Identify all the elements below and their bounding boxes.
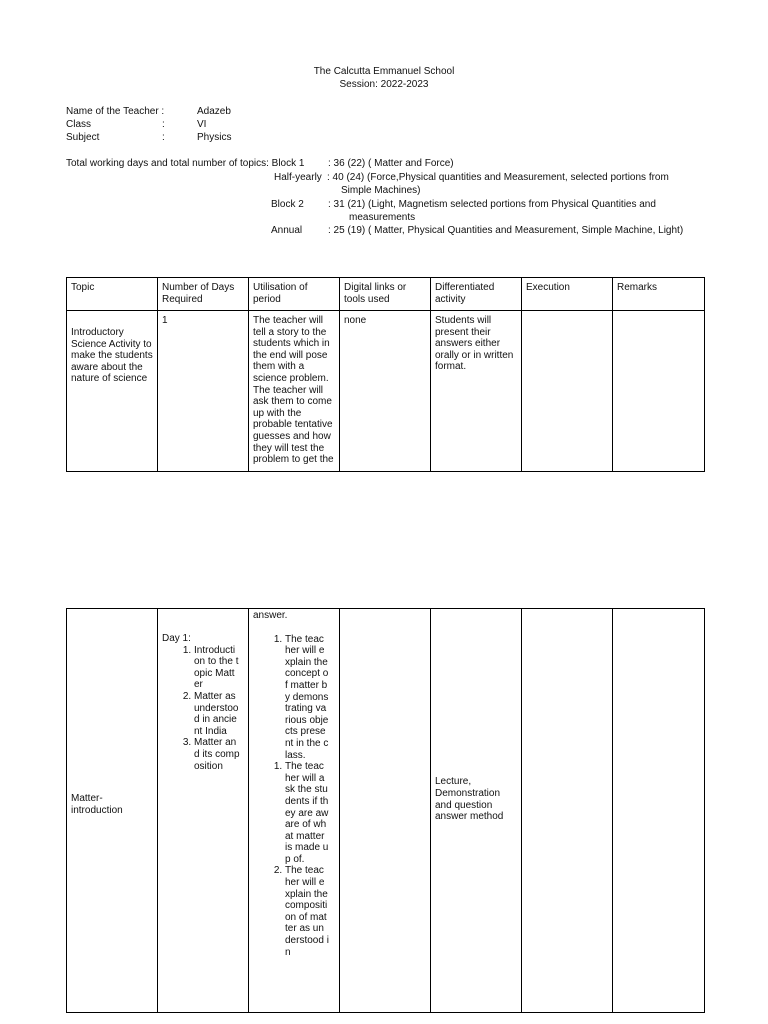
cell-remarks <box>613 609 705 1013</box>
subject-label: Subject <box>66 132 100 143</box>
table-row <box>67 609 705 1013</box>
cell-remarks <box>613 311 705 472</box>
list-item: 1. The teacher will ask the students if they are aware of what matter is made up of. <box>285 761 329 865</box>
topic-text: Matter-introduction <box>71 792 123 816</box>
header-utilisation: Utilisation of period <box>249 278 340 311</box>
cell-days: 1 <box>158 311 249 472</box>
list-item: 2. The teacher will explain the composition of matter as understood in <box>285 865 329 958</box>
days-list <box>162 645 244 773</box>
annual-line: : 25 (19) ( Matter, Physical Quantities and Measurement, Simple Machine, Light) <box>328 225 684 236</box>
lesson-plan-table <box>66 277 705 472</box>
annual-label: Annual <box>271 225 303 236</box>
header-days: Number of Days Required <box>158 278 249 311</box>
cell-execution <box>522 311 613 472</box>
class-value: VI <box>197 119 207 130</box>
session: Session: 2022-2023 <box>339 79 429 90</box>
utilisation-list-b <box>253 761 335 958</box>
days-heading: Day 1: <box>162 633 191 644</box>
header-differentiated: Differentiated activity <box>431 278 522 311</box>
halfyearly-line1: : 40 (24) (Force,Physical quantities and Measurement, selected portions from <box>327 172 669 183</box>
cell-topic <box>67 609 158 1013</box>
header-execution: Execution <box>522 278 613 311</box>
cell-digital <box>340 609 431 1013</box>
header-digital: Digital links or tools used <box>340 278 431 311</box>
block2-line2: measurements <box>349 212 416 223</box>
header-remarks: Remarks <box>613 278 705 311</box>
cell-days <box>158 609 249 1013</box>
differentiated-text: Lecture, Demonstration and question answer method <box>435 776 504 823</box>
teacher-label: Name of the Teacher : <box>66 106 165 117</box>
list-item: 2. Matter as understood in ancient India <box>194 691 240 737</box>
cell-execution <box>522 609 613 1013</box>
header-topic: Topic <box>67 278 158 311</box>
school-name: The Calcutta Emmanuel School <box>313 66 455 77</box>
halfyearly-line2: Simple Machines) <box>341 185 421 196</box>
working-days-intro: Total working days and total number of topics: Block 1 <box>66 158 305 169</box>
list-item: 1. Introduction to the topic Matter <box>194 645 240 691</box>
lesson-plan-table-continued <box>66 608 705 1013</box>
cell-digital: none <box>340 311 431 472</box>
cell-differentiated <box>431 609 522 1013</box>
utilisation-carry: answer. <box>253 610 288 621</box>
table-header-row <box>67 278 705 311</box>
class-label: Class <box>66 119 92 130</box>
halfyearly-label: Half-yearly <box>274 172 322 183</box>
subject-value: Physics <box>197 132 232 143</box>
utilisation-list-a <box>253 634 335 762</box>
block1-value: : 36 (22) ( Matter and Force) <box>328 158 454 169</box>
cell-topic <box>67 311 158 472</box>
class-colon: : <box>162 119 165 130</box>
teacher-value: Adazeb <box>197 106 231 117</box>
cell-differentiated: Students will present their answers either orally or in written format. <box>431 311 522 472</box>
table-row <box>67 311 705 472</box>
topic-text: Introductory Science Activity to make the students aware about the nature of science <box>71 327 153 385</box>
list-item: 1. The teacher will explain the concept of matter by demonstrating various objects present in the class. <box>285 634 329 762</box>
cell-utilisation <box>249 609 340 1013</box>
cell-utilisation <box>249 311 340 472</box>
list-item: 3. Matter and its composition <box>194 737 240 772</box>
utilisation-text: The teacher will tell a story to the students which in the end will pose them with a science problem. The teacher will ask them to come up with the probable tentative guesses and how they will test the problem to get the <box>253 315 334 465</box>
block2-label: Block 2 <box>271 199 304 210</box>
subject-colon: : <box>162 132 165 143</box>
block2-line1: : 31 (21) (Light, Magnetism selected portions from Physical Quantities and <box>328 199 656 210</box>
